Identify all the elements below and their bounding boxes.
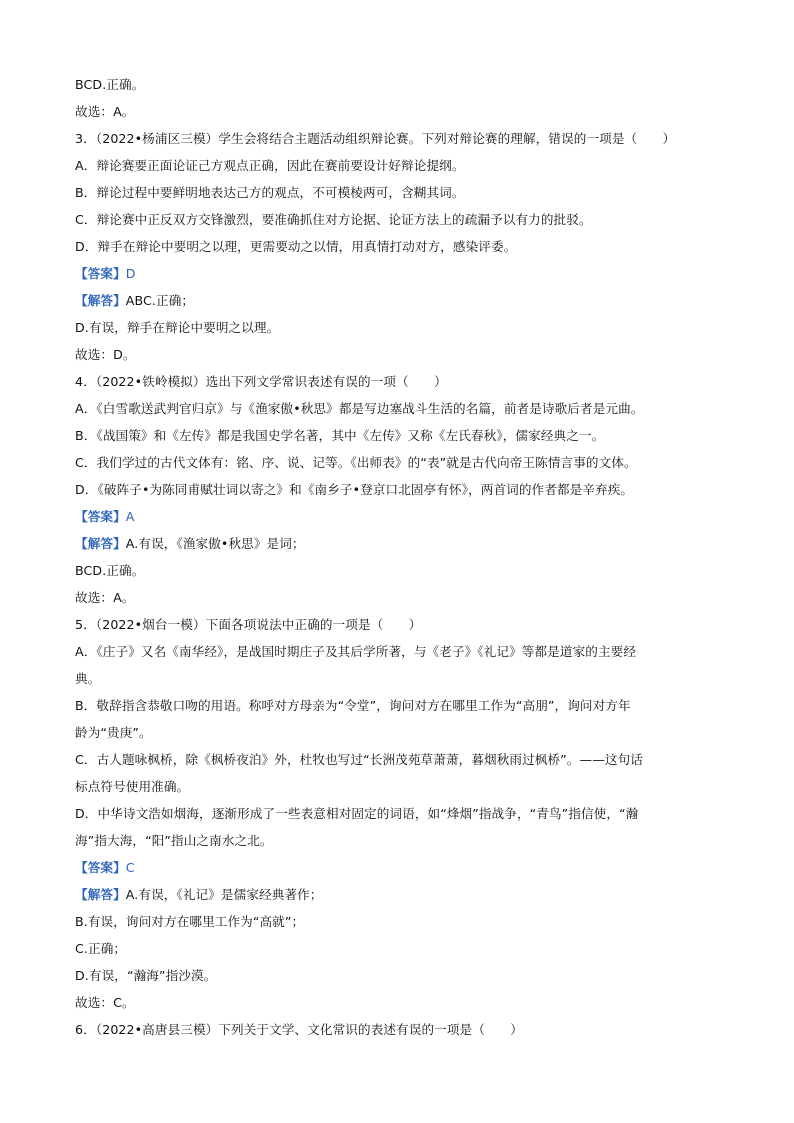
text-line: 故选：D。 (75, 347, 136, 362)
explanation-label: 【解答】 (75, 293, 126, 308)
text-line: 典。 (75, 671, 101, 686)
text-line: D．辩手在辩论中要明之以理，更需要动之以情，用真情打动对方，感染评委。 (75, 239, 517, 254)
text-line: A．《庄子》又名《南华经》，是战国时期庄子及其后学所著，与《老子》《礼记》等都是道家的主要经 (75, 644, 637, 659)
explanation-line (75, 886, 725, 904)
answer-value: A (125, 509, 135, 524)
answer-line (75, 859, 725, 877)
text-line: 3．（2022•杨浦区三模）学生会将结合主题活动组织辩论赛。下列对辩论赛的理解，错误的一项是（ ） (75, 131, 676, 146)
text-line: C．古人题咏枫桥，除《枫桥夜泊》外，杜牧也写过“长洲茂苑草萧萧，暮烟秋雨过枫桥”。——这句话 (75, 752, 643, 767)
explanation-text: A.有误，《渔家傲•秋思》是词； (125, 536, 305, 551)
answer-label: 【答案】 (75, 509, 126, 524)
explanation-line (75, 292, 725, 310)
text-line: 故选：A。 (75, 104, 135, 119)
text-line: A．辩论赛要正面论证己方观点正确，因此在赛前要设计好辩论提纲。 (75, 158, 465, 173)
text-line: B.有误，询问对方在哪里工作为“高就”； (75, 914, 305, 929)
text-line: 故选：C。 (75, 995, 135, 1010)
text-line: D.有误，辩手在辩论中要明之以理。 (75, 320, 280, 335)
explanation-label: 【解答】 (75, 887, 126, 902)
text-line: D.有误，“瀚海”指沙漠。 (75, 968, 217, 983)
explanation-text: A.有误，《礼记》是儒家经典著作； (125, 887, 323, 902)
answer-value: D (125, 266, 136, 281)
answer-line (75, 265, 725, 283)
text-line: B．《战国策》和《左传》都是我国史学名著，其中《左传》又称《左氏春秋》，儒家经典之一。 (75, 428, 605, 443)
text-line: C．我们学过的古代文体有：铭、序、说、记等。《出师表》的“表”就是古代向帝王陈情言事的文体。 (75, 455, 637, 470)
text-line: 龄为“贵庚”。 (75, 725, 152, 740)
text-line: B．辩论过程中要鲜明地表达己方的观点，不可模棱两可，含糊其词。 (75, 185, 465, 200)
answer-label: 【答案】 (75, 266, 126, 281)
text-line: D．《破阵子•为陈同甫赋壮词以寄之》和《南乡子•登京口北固亭有怀》，两首词的作者都是辛弃疾。 (75, 482, 634, 497)
answer-value: C (125, 860, 135, 875)
text-line: 标点符号使用准确。 (75, 779, 190, 794)
explanation-line (75, 535, 725, 553)
text-line: C．辩论赛中正反双方交锋激烈，要准确抓住对方论据、论证方法上的疏漏予以有力的批驳。 (75, 212, 592, 227)
text-line: 海”指大海，“阳”指山之南水之北。 (75, 833, 273, 848)
text-line: 6．（2022•高唐县三模）下列关于文学、文化常识的表述有误的一项是（ ） (75, 1022, 523, 1037)
text-line: BCD.正确。 (75, 563, 145, 578)
text-line: 4．（2022•铁岭模拟）选出下列文学常识表述有误的一项（ ） (75, 374, 447, 389)
text-line: B．敬辞指含恭敬口吻的用语。称呼对方母亲为“令堂”，询问对方在哪里工作为“高朋”，询问对方年 (75, 698, 631, 713)
answer-label: 【答案】 (75, 860, 126, 875)
explanation-label: 【解答】 (75, 536, 126, 551)
answer-line (75, 508, 725, 526)
text-line: A．《白雪歌送武判官归京》与《渔家傲•秋思》都是写边塞战斗生活的名篇，前者是诗歌后者是元曲。 (75, 401, 644, 416)
text-line: C.正确； (75, 941, 127, 956)
text-line: BCD.正确。 (75, 77, 145, 92)
explanation-text: ABC.正确； (125, 293, 195, 308)
text-line: 故选：A。 (75, 590, 135, 605)
text-line: D．中华诗文浩如烟海，逐渐形成了一些表意相对固定的词语，如“烽烟”指战争，“青鸟”指信使，“瀚 (75, 806, 639, 821)
text-line: 5．（2022•烟台一模）下面各项说法中正确的一项是（ ） (75, 617, 422, 632)
